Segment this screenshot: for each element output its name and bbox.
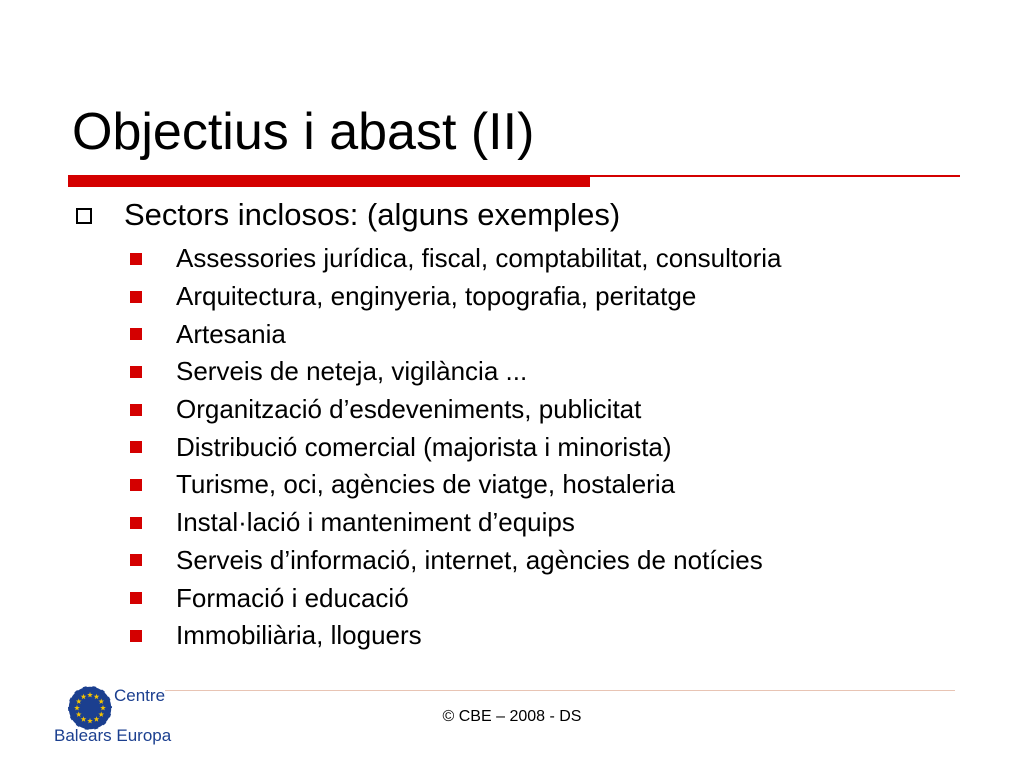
filled-square-icon bbox=[130, 404, 142, 416]
filled-square-icon bbox=[130, 554, 142, 566]
list-item bbox=[130, 278, 781, 316]
hollow-square-icon bbox=[76, 208, 92, 224]
list-item-text: Arquitectura, enginyeria, topografia, peritatge bbox=[176, 281, 697, 312]
list-item-text: Serveis d’informació, internet, agències de notícies bbox=[176, 544, 763, 575]
list-item bbox=[130, 391, 781, 429]
logo bbox=[52, 680, 172, 760]
list-item-text: Formació i educació bbox=[176, 582, 409, 613]
filled-square-icon bbox=[130, 517, 142, 529]
footer-copyright: © CBE – 2008 - DS bbox=[442, 708, 582, 725]
list-item bbox=[130, 579, 781, 617]
sector-list bbox=[130, 240, 781, 655]
list-item bbox=[130, 353, 781, 391]
list-item-text: Serveis de neteja, vigilància ... bbox=[176, 356, 528, 387]
filled-square-icon bbox=[130, 630, 142, 642]
filled-square-icon bbox=[130, 592, 142, 604]
list-item bbox=[130, 617, 781, 655]
filled-square-icon bbox=[130, 441, 142, 453]
bullet-heading-text: Sectors inclosos: (alguns exemples) bbox=[124, 197, 621, 232]
list-item-text: Instal·lació i manteniment d’equips bbox=[176, 507, 575, 538]
list-item bbox=[130, 240, 781, 278]
list-item-text: Organització d’esdeveniments, publicitat bbox=[176, 394, 642, 425]
list-item-text: Immobiliària, lloguers bbox=[176, 620, 422, 651]
footer-divider bbox=[165, 690, 955, 691]
list-item bbox=[130, 428, 781, 466]
eu-stars-circle-icon bbox=[66, 684, 114, 732]
logo-text-name: Balears Europa bbox=[54, 726, 172, 745]
list-item bbox=[130, 466, 781, 504]
list-item bbox=[130, 504, 781, 542]
list-item-text: Turisme, oci, agències de viatge, hostaleria bbox=[176, 469, 676, 500]
slide-title: Objectius i abast (II) bbox=[72, 103, 535, 161]
bullet-heading bbox=[76, 196, 620, 234]
title-underline-thin bbox=[590, 175, 960, 177]
list-item bbox=[130, 315, 781, 353]
list-item-text: Distribució comercial (majorista i minorista) bbox=[176, 431, 672, 462]
filled-square-icon bbox=[130, 479, 142, 491]
filled-square-icon bbox=[130, 291, 142, 303]
list-item-text: Artesania bbox=[176, 318, 286, 349]
title-underline-thick bbox=[68, 175, 590, 187]
logo-text-centre: Centre bbox=[114, 686, 166, 705]
list-item-text: Assessories jurídica, fiscal, comptabilitat, consultoria bbox=[176, 243, 782, 274]
filled-square-icon bbox=[130, 253, 142, 265]
filled-square-icon bbox=[130, 328, 142, 340]
filled-square-icon bbox=[130, 366, 142, 378]
list-item bbox=[130, 542, 781, 580]
